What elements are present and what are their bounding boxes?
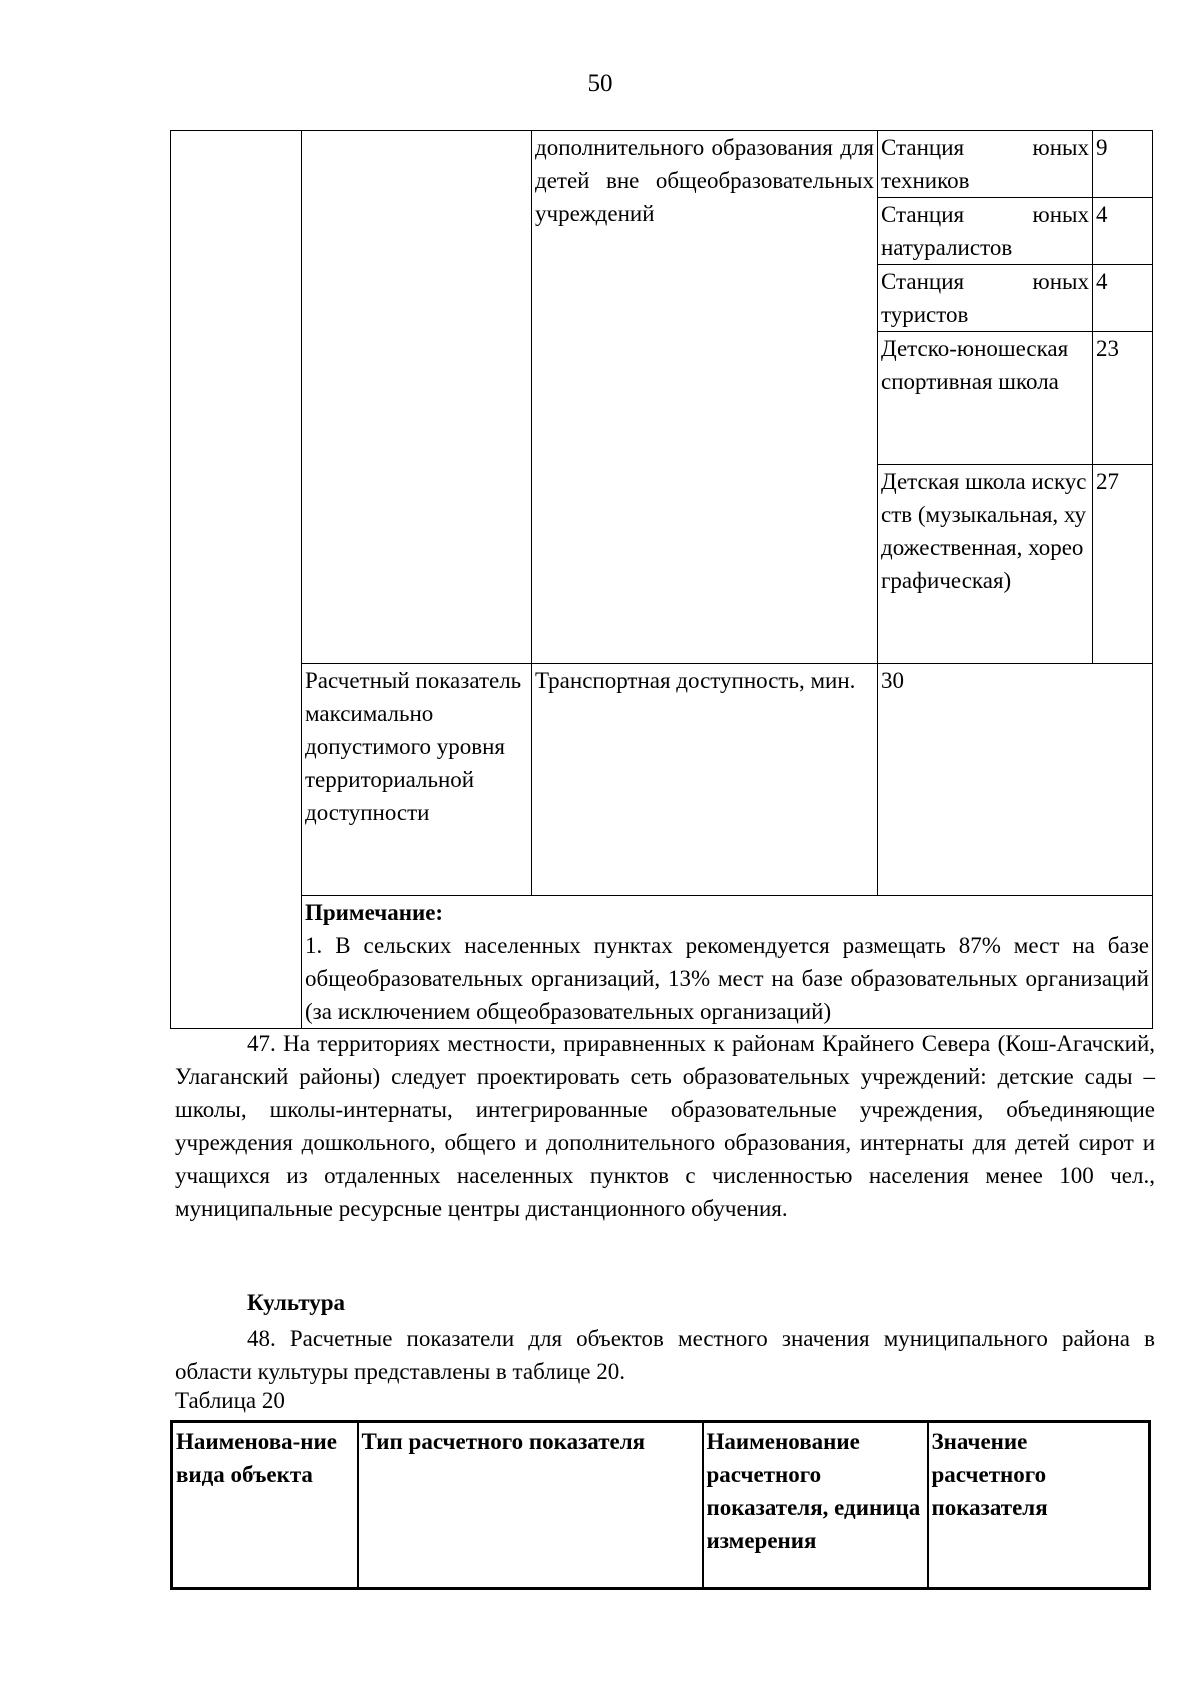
facility-name-cell: Станция юных натуралистов [878,198,1093,265]
indicator-name-cell: Транспортная доступность, мин. [532,664,878,896]
culture-table [170,1420,1151,1590]
indicator-value-cell: 30 [878,664,1153,896]
note-cell [302,896,1153,1029]
header-indicator-value: Значение расчетного показателя [928,1422,1150,1589]
table-header-row [172,1422,1150,1589]
indicator-type-cell: Расчетный показатель максимально допустимого уровня территориальной доступности [302,664,532,896]
header-indicator-name: Наименование расчетного показателя, единица измерения [703,1422,928,1589]
facility-name-cell: Станция юных туристов [878,265,1093,332]
facility-value-cell: 4 [1093,265,1153,332]
facility-name-cell: Детская школа искусств (музыкальная, художественная, хореографическая) [878,465,1093,664]
table-cell-empty [302,131,532,664]
facility-value-cell: 23 [1093,332,1153,465]
table-row [171,131,1153,198]
header-object-type: Наименова-ние вида объекта [172,1422,358,1589]
facility-value-cell: 4 [1093,198,1153,265]
page-number: 50 [587,70,613,97]
facilities-table [170,130,1153,1029]
table-caption: Таблица 20 [175,1388,285,1413]
facility-name-cell: Станция юных техников [878,131,1093,198]
facility-value-cell: 27 [1093,465,1153,664]
facility-value-cell: 9 [1093,131,1153,198]
section-heading: Культура [247,1290,346,1315]
facility-name-cell: Детско-юношеская спортивная школа [878,332,1093,465]
table-row [171,664,1153,896]
note-text: 1. В сельских населенных пунктах рекомендуется размещать 87% мест на базе общеобразовательных организаций, 13% мест на базе образовательных организаций (за исключением общеобразовательных организаций) [305,933,1149,1024]
paragraph-47: 47. На территориях местности, приравненных к районам Крайнего Севера (Кош-Агачский, Улаганский районы) следует проектировать сеть образовательных учреждений: детские сады – школы, школы-интернаты, интегрированные образовательные учреждения, объединяющие учреждения дошкольного, общего и дополнительного образования, интернаты для детей сирот и учащихся из отдаленных населенных пунктов с численностью населения менее 100 чел., муниципальные ресурсные центры дистанционного обучения. [175,1031,1155,1221]
paragraph-48: 48. Расчетные показатели для объектов местного значения муниципального района в области культуры представлены в таблице 20. [175,1326,1155,1384]
header-indicator-type: Тип расчетного показателя [358,1422,703,1589]
facility-category-cell: дополнительного образования для детей вне общеобразовательных учреждений [532,131,878,664]
table-row [171,896,1153,1029]
note-title: Примечание: [305,900,444,925]
table-cell-empty [171,131,302,1029]
